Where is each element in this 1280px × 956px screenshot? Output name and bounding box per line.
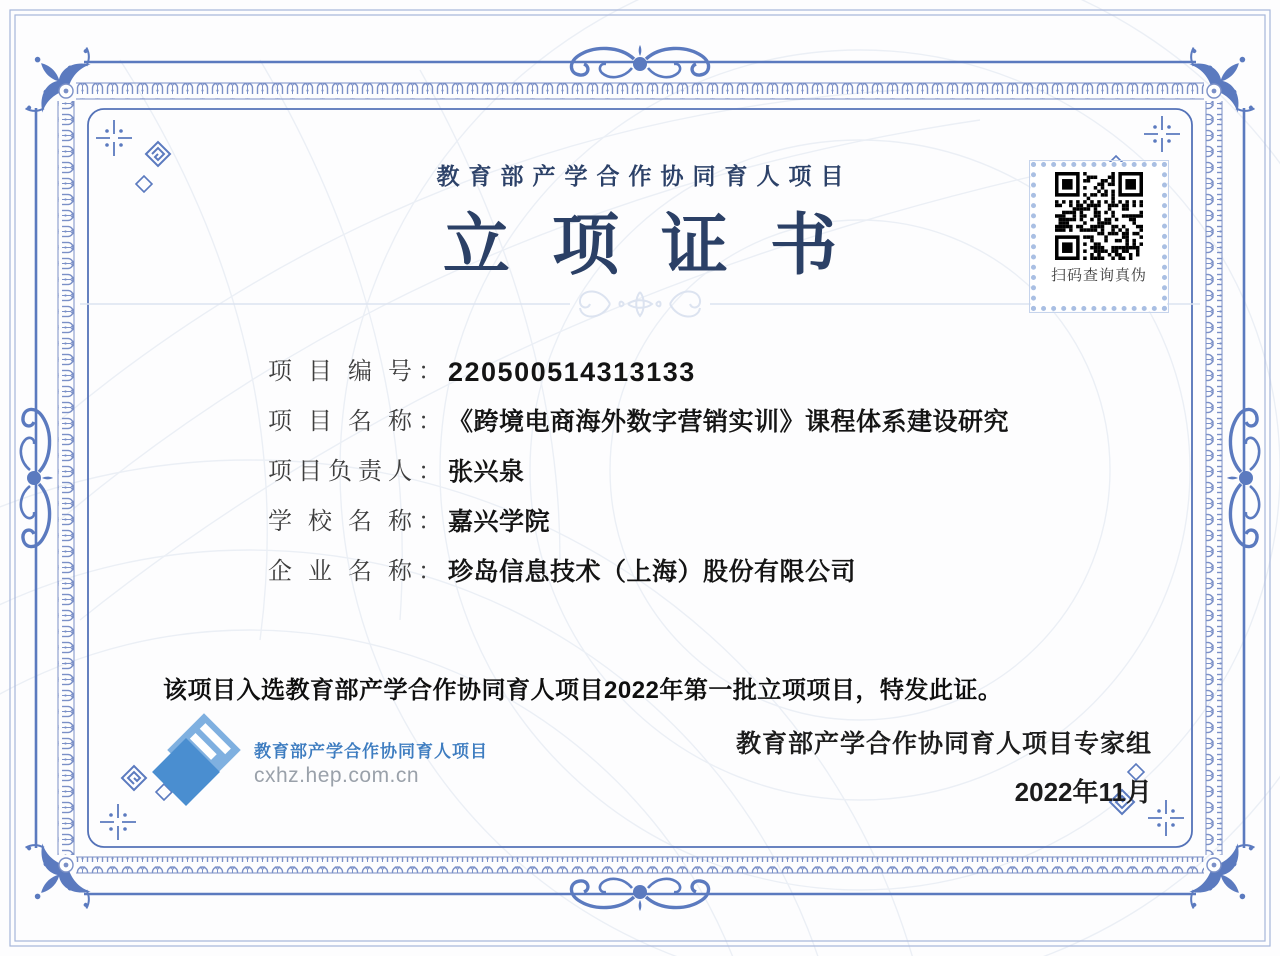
- certificate-title: 立项证书: [443, 208, 879, 283]
- field-label: 项 目 编 号: [268, 358, 412, 385]
- field-label: 项 目 负 责 人: [268, 458, 412, 485]
- field-colon: ：: [418, 408, 442, 435]
- field-colon: ：: [418, 558, 442, 585]
- field-value: 张兴泉: [448, 458, 525, 486]
- field-label: 项 目 名 称: [268, 408, 412, 435]
- logo-website-url: cxhz.hep.com.cn: [254, 763, 420, 787]
- field-colon: ：: [418, 458, 442, 485]
- field-value: 珍岛信息技术（上海）股份有限公司: [448, 558, 857, 586]
- logo-program-name: 教育部产学合作协同育人项目: [254, 741, 488, 761]
- field-value: 嘉兴学院: [448, 508, 551, 536]
- field-colon: ：: [418, 358, 442, 385]
- field-school-name: [268, 502, 1068, 542]
- program-logo-texts: [254, 737, 488, 788]
- field-value: 220500514313133: [448, 357, 696, 387]
- program-title: 教育部产学合作协同育人项目: [436, 163, 853, 189]
- field-label: 企 业 名 称: [268, 558, 412, 585]
- issuer-name: 教育部产学合作协同育人项目专家组: [735, 730, 1152, 758]
- qr-code: [1055, 172, 1143, 260]
- issuer-block: [736, 724, 1152, 809]
- program-logo-icon: [144, 710, 248, 814]
- fields-list: [268, 352, 1068, 602]
- field-project-name: [268, 402, 1068, 442]
- award-statement: 该项目入选教育部产学合作协同育人项目2022年第一批立项项目，特发此证。: [163, 677, 1003, 704]
- issue-date: 2022年11月: [1014, 777, 1152, 807]
- field-company-name: [268, 552, 1068, 592]
- field-colon: ：: [418, 508, 442, 535]
- program-logo-block: [144, 710, 488, 814]
- field-project-leader: [268, 452, 1068, 492]
- qr-caption: 扫码查询真伪: [1050, 267, 1147, 284]
- field-project-number: [268, 352, 1068, 392]
- field-label: 学 校 名 称: [268, 508, 412, 535]
- qr-panel: [1031, 162, 1167, 311]
- field-value: 《跨境电商海外数字营销实训》课程体系建设研究: [448, 408, 1010, 436]
